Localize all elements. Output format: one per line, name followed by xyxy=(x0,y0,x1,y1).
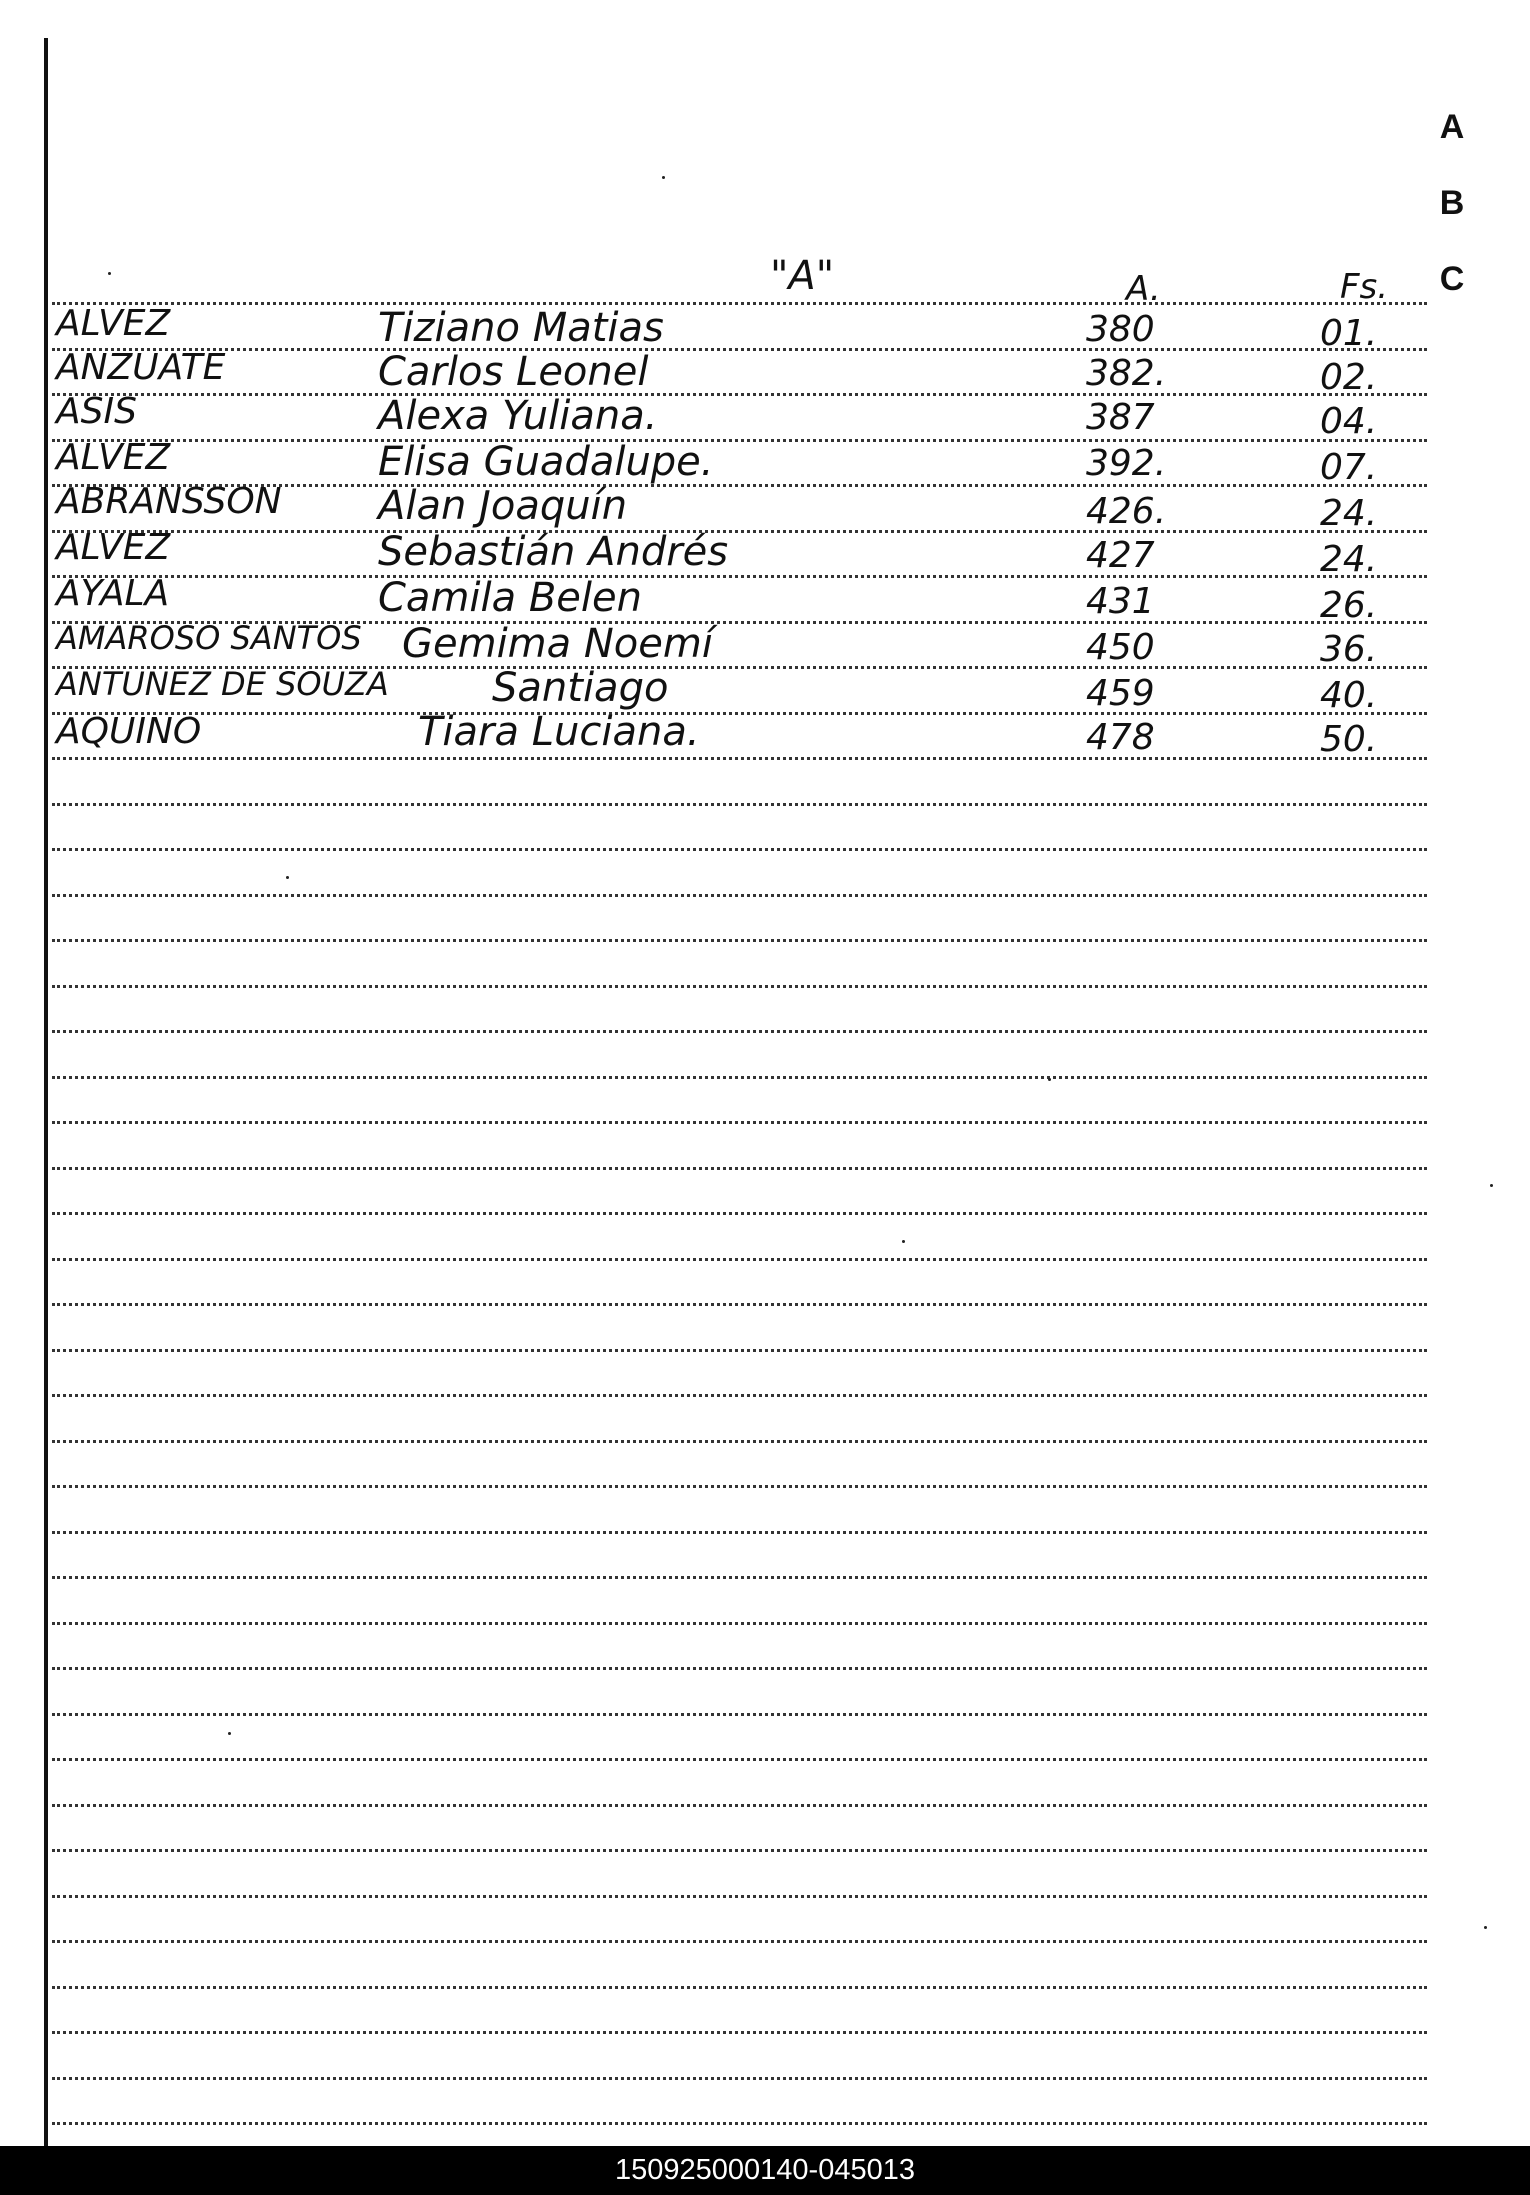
given-names: Camila Belen xyxy=(378,575,642,621)
ruled-line xyxy=(52,439,1427,442)
column-header-a: A. xyxy=(1126,269,1161,309)
given-names: Tiara Luciana. xyxy=(418,709,700,755)
ruled-line xyxy=(52,1212,1427,1215)
given-names: Sebastián Andrés xyxy=(378,529,729,575)
scan-speck xyxy=(662,176,665,179)
a-number: 392. xyxy=(1086,443,1167,484)
document-barcode-footer: 150925000140-045013 xyxy=(0,2146,1530,2195)
ruled-line xyxy=(52,1167,1427,1170)
surname: ANZUATE xyxy=(56,347,226,388)
surname: ASIS xyxy=(56,391,137,432)
given-names: Carlos Leonel xyxy=(378,349,649,395)
fs-number: 50. xyxy=(1320,719,1378,760)
a-number: 382. xyxy=(1086,353,1167,394)
ruled-line xyxy=(52,1576,1427,1579)
ruled-line xyxy=(52,1258,1427,1261)
scan-speck xyxy=(286,876,289,879)
a-number: 380 xyxy=(1086,309,1155,350)
ruled-sheet xyxy=(52,0,1427,2150)
surname: AYALA xyxy=(56,573,170,614)
a-number: 426. xyxy=(1086,491,1167,532)
fs-number: 36. xyxy=(1320,629,1378,670)
scan-speck xyxy=(902,1240,905,1243)
surname: ABRANSSON xyxy=(56,481,282,522)
scan-speck xyxy=(1048,1078,1051,1081)
ruled-line xyxy=(52,712,1427,715)
surname: AMAROSO SANTOS xyxy=(56,619,362,657)
ruled-line xyxy=(52,1030,1427,1033)
scan-speck xyxy=(228,1732,231,1735)
ruled-line xyxy=(52,530,1427,533)
ruled-line xyxy=(52,939,1427,942)
side-mark-c: C xyxy=(1439,260,1465,298)
fs-number: 26. xyxy=(1320,585,1378,626)
ruled-line xyxy=(52,1121,1427,1124)
ruled-line xyxy=(52,302,1427,305)
surname: ANTUNEZ DE SOUZA xyxy=(56,665,389,703)
fs-number: 02. xyxy=(1320,357,1378,398)
scan-speck xyxy=(1490,1184,1493,1187)
ruled-line xyxy=(52,803,1427,806)
surname: AQUINO xyxy=(56,711,202,752)
a-number: 387 xyxy=(1086,397,1155,438)
ruled-line xyxy=(52,1804,1427,1807)
fs-number: 40. xyxy=(1320,675,1378,716)
given-names: Gemima Noemí xyxy=(402,621,713,667)
a-number: 450 xyxy=(1086,627,1155,668)
ruled-line xyxy=(52,848,1427,851)
ruled-line xyxy=(52,1531,1427,1534)
ruled-line xyxy=(52,1394,1427,1397)
a-number: 427 xyxy=(1086,535,1155,576)
ruled-line xyxy=(52,894,1427,897)
a-number: 478 xyxy=(1086,717,1155,758)
ruled-line xyxy=(52,1667,1427,1670)
fs-number: 04. xyxy=(1320,401,1378,442)
side-mark-a: A xyxy=(1439,108,1465,146)
fs-number: 24. xyxy=(1320,539,1378,580)
scan-speck xyxy=(1484,1926,1487,1929)
ruled-line xyxy=(52,1758,1427,1761)
ruled-line xyxy=(52,1940,1427,1943)
left-margin-line xyxy=(44,38,48,2146)
section-letter-heading: "A" xyxy=(770,253,835,299)
ruled-line xyxy=(52,575,1427,578)
ruled-line xyxy=(52,2031,1427,2034)
ruled-line xyxy=(52,348,1427,351)
scan-speck xyxy=(108,272,111,275)
surname: ALVEZ xyxy=(56,437,171,478)
column-header-fs: Fs. xyxy=(1340,267,1389,307)
ruled-line xyxy=(52,1303,1427,1306)
fs-number: 24. xyxy=(1320,493,1378,534)
ruled-line xyxy=(52,1440,1427,1443)
ruled-line xyxy=(52,1895,1427,1898)
a-number: 459 xyxy=(1086,673,1155,714)
ruled-line xyxy=(52,1849,1427,1852)
ruled-line xyxy=(52,757,1427,760)
ruled-line xyxy=(52,2077,1427,2080)
given-names: Alexa Yuliana. xyxy=(378,393,658,439)
a-number: 431 xyxy=(1086,581,1155,622)
ruled-line xyxy=(52,1076,1427,1079)
ruled-line xyxy=(52,1622,1427,1625)
ruled-line xyxy=(52,985,1427,988)
ruled-line xyxy=(52,1349,1427,1352)
surname: ALVEZ xyxy=(56,303,171,344)
ruled-line xyxy=(52,2122,1427,2125)
fs-number: 07. xyxy=(1320,447,1378,488)
given-names: Alan Joaquín xyxy=(378,483,628,529)
given-names: Elisa Guadalupe. xyxy=(378,439,714,485)
surname: ALVEZ xyxy=(56,527,171,568)
fs-number: 01. xyxy=(1320,313,1378,354)
ruled-line xyxy=(52,393,1427,396)
ruled-line xyxy=(52,1986,1427,1989)
given-names: Santiago xyxy=(492,665,669,711)
given-names: Tiziano Matias xyxy=(378,305,664,351)
side-mark-b: B xyxy=(1439,184,1465,222)
ruled-line xyxy=(52,1485,1427,1488)
ruled-line xyxy=(52,1713,1427,1716)
